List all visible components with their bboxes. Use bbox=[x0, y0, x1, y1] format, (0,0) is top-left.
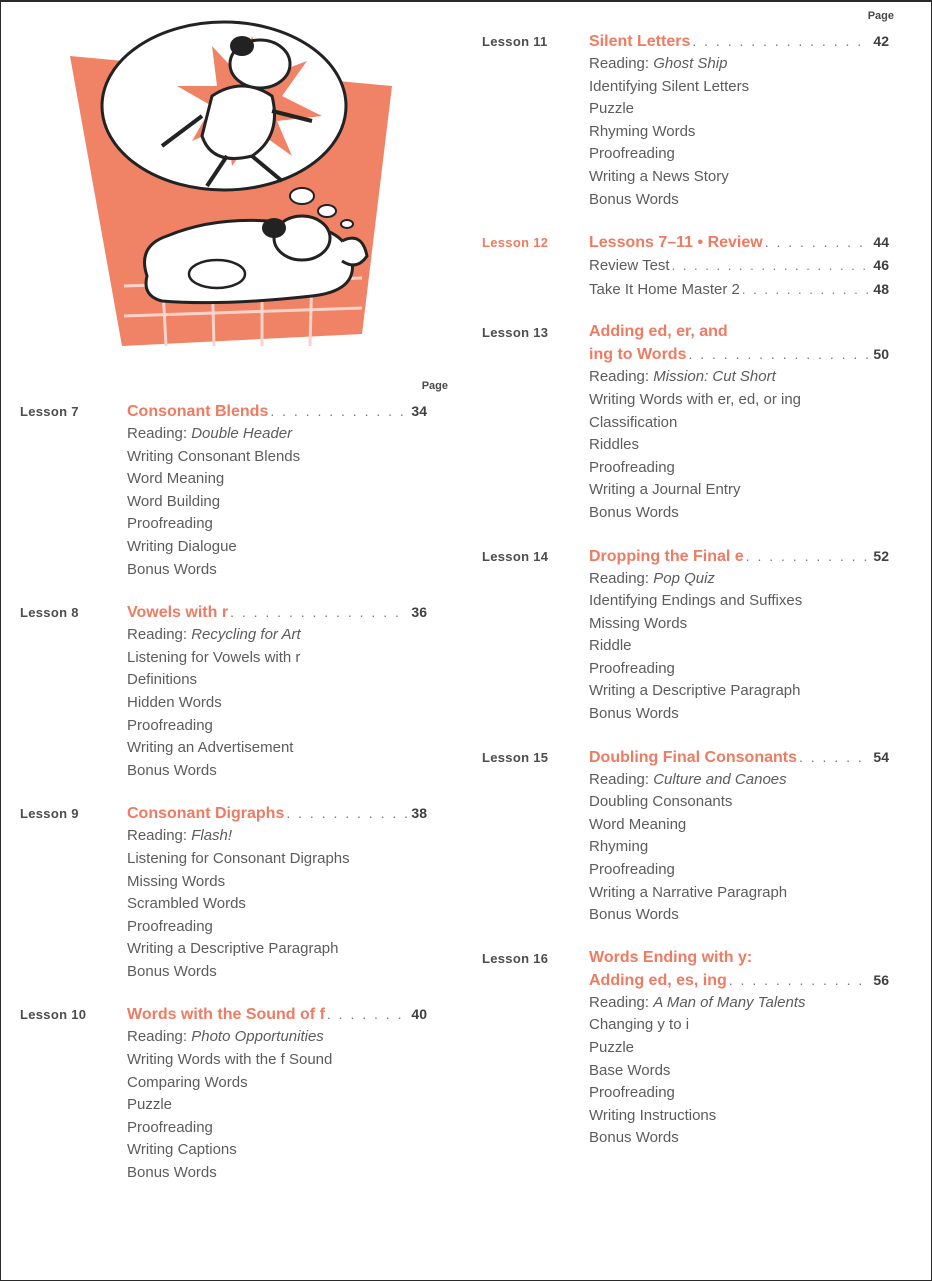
activity-item: Puzzle bbox=[589, 100, 635, 118]
page-number: 48 bbox=[873, 280, 889, 297]
lesson-title: Words with the Sound of f bbox=[127, 1006, 325, 1024]
activity-item: Riddles bbox=[589, 436, 640, 454]
activity-item: Rhyming bbox=[589, 838, 649, 856]
activity-item: Writing Dialogue bbox=[127, 537, 237, 555]
activity-list bbox=[127, 423, 427, 581]
activity-list bbox=[127, 825, 427, 983]
activity-list bbox=[589, 366, 889, 524]
lesson-title: Silent Letters bbox=[589, 33, 691, 50]
activity-item: Reading: Flash! bbox=[127, 827, 233, 845]
activity-list bbox=[589, 992, 889, 1150]
activity-item: Writing a Journal Entry bbox=[589, 481, 741, 499]
lesson-title: Doubling Final Consonants bbox=[589, 748, 797, 766]
lesson-entry bbox=[482, 545, 902, 726]
activity-item: Listening for Consonant Digraphs bbox=[127, 849, 350, 867]
lesson-title-line: Words Ending with y: bbox=[589, 948, 753, 966]
lesson-title: Consonant Blends bbox=[127, 403, 269, 420]
activity-item: Rhyming Words bbox=[589, 122, 696, 140]
page-number: 38 bbox=[411, 805, 427, 822]
page-number: 40 bbox=[411, 1006, 427, 1023]
activity-item: Writing a Narrative Paragraph bbox=[589, 883, 788, 901]
sub-entry-label: Review Test bbox=[589, 257, 670, 275]
toc-left-column bbox=[20, 380, 448, 1185]
activity-item: Missing Words bbox=[127, 872, 226, 890]
activity-item: Proofreading bbox=[127, 1118, 213, 1136]
page-number: 34 bbox=[411, 403, 427, 419]
activity-item: Writing a News Story bbox=[589, 167, 729, 185]
activity-item: Bonus Words bbox=[589, 705, 679, 723]
lesson-label: Lesson 11 bbox=[482, 34, 548, 49]
dot-leader bbox=[690, 30, 869, 52]
activity-item: Changing y to i bbox=[589, 1016, 690, 1034]
activity-item: Listening for Vowels with r bbox=[127, 648, 301, 666]
lesson-title: Lessons 7–11 • Review bbox=[589, 234, 763, 252]
page-column-header: Page bbox=[867, 10, 894, 22]
activity-item: Bonus Words bbox=[127, 1164, 217, 1182]
page-number: 36 bbox=[411, 604, 427, 621]
activity-item: Proofreading bbox=[127, 917, 213, 935]
cartoon-dog-dreaming-illustration bbox=[62, 16, 402, 356]
activity-item: Missing Words bbox=[589, 614, 688, 632]
activity-item: Writing Captions bbox=[127, 1141, 237, 1159]
lesson-label: Lesson 12 bbox=[482, 235, 549, 251]
activity-item: Bonus Words bbox=[589, 1129, 679, 1147]
lesson-label: Lesson 16 bbox=[482, 950, 549, 966]
activity-list bbox=[589, 568, 889, 726]
lesson-title: Vowels with r bbox=[127, 604, 229, 622]
dot-leader bbox=[686, 343, 869, 365]
activity-item: Writing Words with the f Sound bbox=[127, 1051, 333, 1069]
dot-leader bbox=[727, 969, 870, 991]
activity-item: Proofreading bbox=[589, 1084, 675, 1102]
activity-item: Reading: Double Header bbox=[127, 425, 293, 442]
activity-item: Bonus Words bbox=[127, 560, 217, 578]
lesson-entry bbox=[482, 746, 902, 927]
lesson-entry bbox=[20, 601, 440, 782]
activity-item: Scrambled Words bbox=[127, 895, 246, 913]
activity-item: Reading: Ghost Ship bbox=[589, 55, 728, 72]
lesson-entry bbox=[20, 802, 440, 983]
lesson-title-row[interactable] bbox=[127, 400, 427, 423]
activity-item: Writing an Advertisement bbox=[127, 739, 294, 757]
lesson-entry bbox=[482, 30, 902, 211]
activity-item: Doubling Consonants bbox=[589, 793, 733, 811]
lesson-title-row[interactable] bbox=[589, 746, 889, 769]
activity-item: Base Words bbox=[589, 1061, 671, 1079]
activity-item: Reading: Mission: Cut Short bbox=[589, 368, 776, 386]
lesson-title-line: Adding ed, er, and bbox=[589, 323, 728, 341]
lesson-entry bbox=[482, 947, 902, 1150]
lesson-entry bbox=[20, 400, 440, 581]
dot-leader bbox=[740, 279, 870, 302]
activity-item: Bonus Words bbox=[589, 503, 679, 521]
activity-item: Writing Instructions bbox=[589, 1106, 717, 1124]
page-number: 44 bbox=[873, 234, 889, 251]
lesson-title-row[interactable] bbox=[127, 802, 427, 825]
activity-list bbox=[589, 769, 889, 927]
activity-item: Identifying Silent Letters bbox=[589, 77, 750, 95]
lesson-title-row[interactable] bbox=[589, 231, 889, 254]
activity-item: Writing Words with er, ed, or ing bbox=[589, 390, 802, 408]
activity-list bbox=[589, 254, 889, 301]
activity-item: Reading: Pop Quiz bbox=[589, 569, 715, 587]
dot-leader bbox=[325, 1003, 408, 1025]
activity-item: Proofreading bbox=[127, 716, 213, 734]
page-number: 50 bbox=[873, 346, 889, 363]
activity-item: Puzzle bbox=[589, 1039, 635, 1056]
activity-item: Word Meaning bbox=[127, 470, 225, 488]
lesson-label: Lesson 10 bbox=[20, 1007, 87, 1023]
lesson-label: Lesson 7 bbox=[20, 404, 79, 419]
activity-item: Word Building bbox=[127, 492, 221, 510]
activity-list bbox=[589, 53, 889, 211]
page-number: 54 bbox=[873, 748, 889, 765]
activity-item: Bonus Words bbox=[589, 906, 679, 924]
lesson-title-row[interactable] bbox=[589, 343, 889, 366]
sub-entry[interactable] bbox=[589, 278, 889, 302]
page-number: 56 bbox=[873, 971, 889, 988]
lesson-entry bbox=[20, 1003, 440, 1184]
lesson-title: Dropping the Final e bbox=[589, 547, 744, 565]
activity-list bbox=[127, 624, 427, 782]
lesson-title: Adding ed, es, ing bbox=[589, 971, 727, 989]
activity-item: Definitions bbox=[127, 671, 198, 689]
activity-item: Hidden Words bbox=[127, 693, 222, 711]
activity-item: Writing a Descriptive Paragraph bbox=[589, 682, 801, 700]
activity-item: Riddle bbox=[589, 637, 632, 655]
activity-item: Writing a Descriptive Paragraph bbox=[127, 940, 339, 958]
lesson-title-row[interactable] bbox=[589, 545, 889, 568]
activity-item: Proofreading bbox=[589, 659, 675, 677]
dot-leader bbox=[797, 746, 869, 768]
page-number: 42 bbox=[873, 33, 889, 49]
dot-leader bbox=[744, 545, 870, 567]
activity-item: Proofreading bbox=[589, 145, 675, 163]
activity-item: Identifying Endings and Suffixes bbox=[589, 592, 803, 610]
page-number: 46 bbox=[873, 257, 889, 274]
lesson-title: Consonant Digraphs bbox=[127, 805, 285, 823]
activity-item: Comparing Words bbox=[127, 1073, 248, 1091]
lesson-label: Lesson 15 bbox=[482, 749, 549, 765]
activity-item: Classification bbox=[589, 413, 678, 431]
lesson-entry bbox=[482, 231, 902, 301]
lesson-title-row[interactable] bbox=[589, 969, 889, 992]
activity-item: Reading: Culture and Canoes bbox=[589, 770, 787, 788]
activity-item: Bonus Words bbox=[589, 190, 679, 208]
activity-item: Proofreading bbox=[589, 861, 675, 879]
lesson-title-row[interactable] bbox=[127, 1003, 427, 1026]
sub-entry[interactable] bbox=[589, 254, 889, 278]
dot-leader bbox=[228, 601, 407, 623]
activity-item: Reading: A Man of Many Talents bbox=[589, 993, 806, 1011]
activity-item: Puzzle bbox=[127, 1096, 173, 1114]
activity-item: Bonus Words bbox=[127, 761, 217, 779]
sub-entry-label: Take It Home Master 2 bbox=[589, 280, 740, 298]
dot-leader bbox=[268, 400, 407, 422]
lesson-entry bbox=[482, 321, 902, 524]
activity-item: Proofreading bbox=[589, 458, 675, 476]
lesson-title-row[interactable] bbox=[127, 601, 427, 624]
dot-leader bbox=[670, 255, 870, 278]
lesson-label: Lesson 9 bbox=[20, 806, 79, 822]
toc-right-column bbox=[482, 10, 902, 1150]
lesson-label: Lesson 13 bbox=[482, 325, 549, 341]
activity-item: Proofreading bbox=[127, 515, 213, 533]
activity-item: Writing Consonant Blends bbox=[127, 447, 301, 465]
lesson-label: Lesson 8 bbox=[20, 605, 79, 621]
lesson-title-row[interactable] bbox=[589, 30, 889, 53]
activity-item: Bonus Words bbox=[127, 962, 217, 980]
activity-item: Reading: Recycling for Art bbox=[127, 626, 301, 644]
dot-leader bbox=[763, 231, 870, 253]
page-column-header: Page bbox=[421, 380, 448, 392]
dot-leader bbox=[284, 802, 407, 824]
activity-item: Reading: Photo Opportunities bbox=[127, 1028, 324, 1046]
activity-item: Word Meaning bbox=[589, 815, 687, 833]
lesson-label: Lesson 14 bbox=[482, 548, 549, 564]
page-number: 52 bbox=[873, 547, 889, 564]
lesson-title: ing to Words bbox=[589, 346, 687, 364]
activity-list bbox=[127, 1026, 427, 1184]
